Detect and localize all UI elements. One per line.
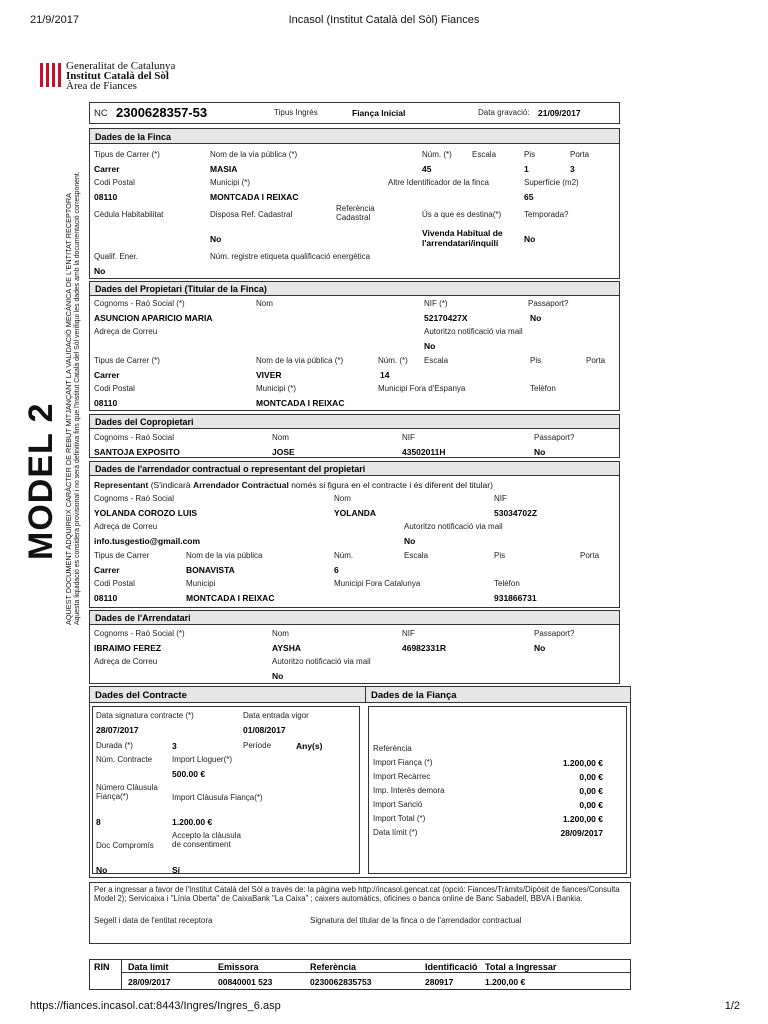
arr-label-num: Núm. [334,551,354,560]
arr-autoritzo: No [404,536,416,546]
fianca-row-1-value: 0,00 € [579,772,603,782]
contracte-label-durada: Durada (*) [96,741,133,750]
fianca-row-3-label: Import Sanció [373,800,423,809]
rin-header-referencia: Referència [310,962,357,972]
coprop-nif: 43502011H [402,447,446,457]
fianca-row-1-label: Import Recàrrec [373,772,431,781]
header-divider [365,687,366,703]
finca-pis: 1 [524,164,529,174]
payment-text: Per a ingressar a favor de l'Institut Català del Sòl a través de: la pàgina web http://incasol.gencat.cat (opció: Fiances/Tràmits/Dipòsit de fiances/Consulta Model 2); Servicaixa i "Línia Oberta" de CaixaBank "La Caixa" ; caixers automàtics, oficines o banca online de Banc Sabadell, BBVA i Bankia. [94,885,620,903]
coprop-label-passaport: Passaport? [534,433,575,442]
finca-label-altre: Altre Identificador de la finca [388,178,489,187]
finca-label-us: Ús a que es destina(*) [422,210,502,219]
arr-municipi: MONTCADA I REIXAC [186,593,275,603]
arr-cognoms: YOLANDA COROZO LUIS [94,508,198,518]
contracte-signatura: 28/07/2017 [96,725,139,735]
prop-cp: 08110 [94,398,118,408]
contracte-label-import-clausula: Import Clàusula Fiança(*) [172,793,263,802]
print-page-number: 1/2 [724,1000,740,1012]
prop-label-telefon: Telèfon [530,384,556,393]
fianca-row-4-label: Import Total (*) [373,814,426,823]
prop-municipi: MONTCADA I REIXAC [256,398,345,408]
contracte-num-clausula: 8 [96,817,101,827]
fianca-title: Dades de la Fiança [371,690,457,701]
prop-label-cp: Codi Postal [94,384,135,393]
contracte-title: Dades del Contracte [95,690,187,701]
arr-label-tipus: Tipus de Carrer [94,551,150,560]
arr-label-correu: Adreça de Correu [94,522,158,531]
rin-total: 1.200,00 € [485,977,526,987]
arrendatari-nom: AYSHA [272,643,301,653]
arrendatari-label-cognoms: Cognoms - Raó Social (*) [94,629,185,638]
fianca-row-0-value: 1.200,00 € [562,758,603,768]
finca-label-referencia: Referència Cadastral [336,204,375,222]
fianca-label-referencia: Referència [373,744,412,753]
prop-tipus: Carrer [94,370,120,380]
arrendatari-label-correu: Adreça de Correu [94,657,158,666]
contracte-label-periode: Període [243,741,272,750]
rin-divider [121,959,122,990]
prop-label-nif: NIF (*) [424,299,448,308]
arrendatari-title: Dades de l'Arrendatari [95,613,191,623]
rin-header-total: Total a Ingressar [485,962,557,972]
propietari-title: Dades del Propietari (Titular de la Finca) [95,284,267,294]
finca-porta: 3 [570,164,575,174]
prop-autoritzo: No [424,341,436,351]
prop-nif: 52170427X [424,313,468,323]
fianca-row-0-label: Import Fiança (*) [373,758,433,767]
finca-label-cedula: Cèdula Habitabilitat [94,210,164,219]
arr-nom: YOLANDA [334,508,377,518]
rin-label: RIN [94,962,110,972]
prop-label-porta: Porta [586,356,606,365]
finca-cp: 08110 [94,192,118,202]
prop-cognoms: ASUNCION APARICIO MARIA [94,313,213,323]
arr-tipus: Carrer [94,565,120,575]
prop-label-tipus: Tipus de Carrer (*) [94,356,160,365]
fianca-row-3-value: 0,00 € [579,800,603,810]
prop-num: 14 [380,370,390,380]
contracte-label-signatura: Data signatura contracte (*) [96,711,194,720]
finca-label-municipi: Municipi (*) [210,178,251,187]
rin-row-divider [121,972,631,973]
arr-label-nom: Nom [334,494,351,503]
arr-label-fora: Municipi Fora Catalunya [334,579,421,588]
arr-label-municipi: Municipi [186,579,216,588]
coprop-label-nif: NIF [402,433,415,442]
tipus-ingres-value: Fiança Inicial [352,108,406,118]
arr-num: 6 [334,565,339,575]
arr-correu: info.tusgestio@gmail.com [94,536,201,546]
arrendatari-label-nif: NIF [402,629,415,638]
finca-label-pis: Pis [524,150,536,159]
finca-label-temporada: Temporada? [524,210,569,219]
prop-label-autoritzo: Autoritzo notificació via mail [424,327,523,336]
print-title: Incasol (Institut Català del Sòl) Fiances [288,14,480,26]
arr-label-autoritzo: Autoritzo notificació via mail [404,522,503,531]
coprop-passaport: No [534,447,546,457]
finca-label-disposa: Disposa Ref. Cadastral [210,210,293,219]
copropietari-title: Dades del Copropietari [95,417,194,427]
rin-header-emissora: Emissora [218,962,259,972]
contracte-periode: Any(s) [296,741,323,751]
contracte-vigor: 01/08/2017 [243,725,286,735]
generalitat-logo [40,63,62,89]
arrendatari-passaport: No [534,643,546,653]
contracte-durada: 3 [172,741,177,751]
contracte-label-num: Núm. Contracte [96,755,153,764]
arr-label-nif: NIF [494,494,507,503]
finca-label-nom: Nom de la via pública (*) [210,150,298,159]
contracte-label-num-clausula: Número Clàusula Fiança(*) [96,783,158,801]
prop-label-num: Núm. (*) [378,356,408,365]
contracte-label-vigor: Data entrada vigor [243,711,309,720]
coprop-cognoms: SANTOJA EXPOSITO [94,447,180,457]
arrendatari-autoritzo: No [272,671,284,681]
arr-cp: 08110 [94,593,118,603]
arrendatari-label-nom: Nom [272,629,289,638]
finca-disposa: No [210,234,222,244]
contracte-import-clausula: 1.200.00 € [172,817,213,827]
arr-label-escala: Escala [404,551,429,560]
finca-title: Dades de la Finca [95,132,172,142]
contracte-label-accepto: Accepto la clàusula de consentiment [172,831,241,849]
print-date: 21/9/2017 [30,14,79,26]
coprop-label-cognoms: Cognoms - Raó Social [94,433,175,442]
arr-label-telefon: Telèfon [494,579,520,588]
arr-label-via: Nom de la via pública [186,551,263,560]
arrendatari-cognoms: IBRAIMO FEREZ [94,643,162,653]
contracte-label-doc: Doc Compromís [96,841,154,850]
finca-superficie: 65 [524,192,534,202]
nc-value: 2300628357-53 [116,105,208,120]
contracte-lloguer: 500.00 € [172,769,206,779]
segell-label: Segell i data de l'entitat receptora [94,916,213,925]
finca-tipus: Carrer [94,164,120,174]
prop-via: VIVER [256,370,282,380]
arr-nif: 53034702Z [494,508,538,518]
prop-label-nom: Nom [256,299,273,308]
rin-header-data-limit: Data límit [128,962,169,972]
arr-label-porta: Porta [580,551,600,560]
fianca-row-5-label: Data límit (*) [373,828,418,837]
arr-telefon: 931866731 [494,593,537,603]
signatura-label: Signatura del titular de la finca o de l'arrendador contractual [310,916,522,925]
contracte-doc: No [96,865,108,875]
finca-us: Vivenda Habitual de l'arrendatari/inquilí [422,228,503,248]
finca-label-qualif: Qualif. Ener. [94,252,139,261]
data-gravacio-value: 21/09/2017 [538,108,581,118]
arrendatari-label-autoritzo: Autoritzo notificació via mail [272,657,371,666]
rin-data-limit: 28/09/2017 [128,977,171,987]
arrendatari-nif: 46982331R [402,643,446,653]
prop-label-pis: Pis [530,356,542,365]
contracte-accepto: Sí [172,865,181,875]
rin-identificacio: 280917 [425,977,454,987]
coprop-label-nom: Nom [272,433,289,442]
finca-municipi: MONTCADA I REIXAC [210,192,299,202]
rin-emissora: 00840001 523 [218,977,273,987]
finca-qualif: No [94,266,106,276]
finca-label-etiqueta: Núm. registre etiqueta qualificació energètica [210,252,371,261]
model-2-label: MODEL 2 [22,402,60,560]
finca-label-tipus: Tipus de Carrer (*) [94,150,160,159]
fianca-row-4-value: 1.200,00 € [562,814,603,824]
finca-label-num: Núm. (*) [422,150,452,159]
contracte-label-lloguer: Import Lloguer(*) [172,755,233,764]
fianca-row-2-label: Imp. Interès demora [373,786,445,795]
finca-label-escala: Escala [472,150,497,159]
finca-label-porta: Porta [570,150,590,159]
finca-label-cp: Codi Postal [94,178,135,187]
rin-referencia: 0230062835753 [310,977,372,987]
prop-passaport: No [530,313,542,323]
prop-label-fora: Municipi Fora d'Espanya [378,384,466,393]
arr-label-pis: Pis [494,551,506,560]
finca-temporada: No [524,234,536,244]
arrendatari-label-passaport: Passaport? [534,629,575,638]
prop-label-passaport: Passaport? [528,299,569,308]
prop-label-via: Nom de la via pública (*) [256,356,344,365]
logo-text: Generalitat de Catalunya Institut Català del Sòl Àrea de Fiances [66,60,176,92]
print-url: https://fiances.incasol.cat:8443/Ingres/Ingres_6.asp [30,1000,281,1012]
rin-header-identificacio: Identificació [425,962,478,972]
tipus-ingres-label: Tipus Ingrés [274,108,318,117]
finca-nom: MASIA [210,164,238,174]
nc-label: NC [94,108,108,119]
fianca-row-5-value: 28/09/2017 [560,828,603,838]
prop-label-escala: Escala [424,356,449,365]
coprop-nom: JOSE [272,447,295,457]
arr-label-cp: Codi Postal [94,579,135,588]
prop-label-municipi: Municipi (*) [256,384,297,393]
data-gravacio-label: Data gravació: [478,108,530,117]
finca-label-superficie: Superfície (m2) [524,178,579,187]
representant-note: Representant (S'indicarà Arrendador Contractual només si figura en el contracte i és diferent del titular) [94,480,493,490]
arr-via: BONAVISTA [186,565,235,575]
arr-label-cognoms: Cognoms - Raó Social [94,494,175,503]
arrendador-title: Dades de l'arrendador contractual o representant del propietari [95,464,366,474]
side-notice-1: AQUEST DOCUMENT ADQUIREIX CARÀCTER DE REBUT MITJANÇANT LA VALIDACIÓ MECÀNICA DE L'ENTITAT RECEPTORA [64,193,73,625]
finca-num: 45 [422,164,432,174]
fianca-row-2-value: 0,00 € [579,786,603,796]
side-notice-2: Aquesta liquidació es considera provisional i no serà definitiva fins que l'Institut Català del Sòl verifiqui les dades amb la documentació corresponent. [74,171,81,625]
prop-label-correu: Adreça de Correu [94,327,158,336]
prop-label-cognoms: Cognoms - Raó Social (*) [94,299,185,308]
